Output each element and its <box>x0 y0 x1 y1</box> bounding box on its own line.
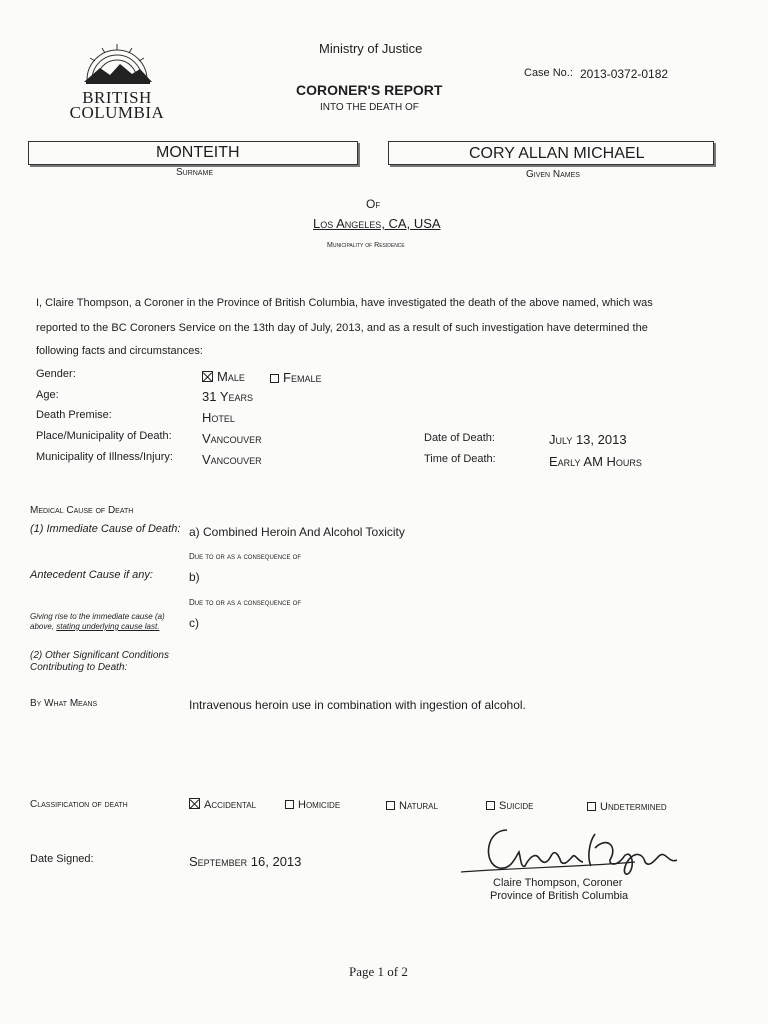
ministry-name: Ministry of Justice <box>319 41 423 56</box>
due-to-label-1: Due to or as a consequence of <box>189 552 302 561</box>
place-value: Vancouver <box>202 431 262 446</box>
giving-rise-line-2 <box>30 622 165 632</box>
bc-sunset-mountain-icon <box>62 40 172 86</box>
medical-cause-label: Medical Cause of Death <box>30 505 134 516</box>
giving-rise-line-2b: stating underlying cause last. <box>56 622 160 631</box>
accidental-label: Accidental <box>204 799 257 811</box>
means-value: Intravenous heroin use in combination with ingestion of alcohol. <box>189 698 526 712</box>
coroner-province: Province of British Columbia <box>490 890 629 902</box>
bc-logo <box>62 40 172 125</box>
immediate-cause-value: a) Combined Heroin And Alcohol Toxicity <box>189 525 405 539</box>
statement-line-1: I, Claire Thompson, a Coroner in the Province of British Columbia, have investigated the death of the above named, which was <box>36 297 653 309</box>
male-label: Male <box>217 369 245 384</box>
natural-checkbox[interactable] <box>386 801 395 810</box>
giving-rise-line-1: Giving rise to the immediate cause (a) <box>30 612 165 621</box>
logo-line-columbia: COLUMBIA <box>69 103 165 122</box>
gender-male <box>202 369 245 384</box>
accidental-checkbox[interactable] <box>189 798 200 809</box>
classification-homicide <box>285 799 340 811</box>
antecedent-cause-label: Antecedent Cause if any: <box>30 569 153 581</box>
date-signed-value: September 16, 2013 <box>189 854 302 869</box>
undetermined-checkbox[interactable] <box>587 802 596 811</box>
homicide-checkbox[interactable] <box>285 800 294 809</box>
residence-label: Municipality of Residence <box>327 242 405 249</box>
classification-undetermined <box>587 801 667 813</box>
time-of-death-value: Early AM Hours <box>549 454 642 469</box>
of-label: Of <box>366 197 381 211</box>
place-label: Place/Municipality of Death: <box>36 430 172 442</box>
female-checkbox[interactable] <box>270 374 279 383</box>
other-conditions-line-2: Contributing to Death: <box>30 662 128 673</box>
illness-label: Municipality of Illness/Injury: <box>36 451 173 463</box>
age-label: Age: <box>36 389 59 401</box>
immediate-cause-label: (1) Immediate Cause of Death: <box>30 523 181 535</box>
date-of-death-value: July 13, 2013 <box>549 432 627 447</box>
suicide-label: Suicide <box>499 800 534 812</box>
date-signed-label: Date Signed: <box>30 853 94 865</box>
homicide-label: Homicide <box>298 799 341 811</box>
means-label: By What Means <box>30 698 98 709</box>
coroner-name: Claire Thompson, Coroner <box>493 877 623 889</box>
case-number: 2013-0372-0182 <box>580 67 669 81</box>
gender-label: Gender: <box>36 368 76 380</box>
report-title: CORONER'S REPORT <box>296 82 443 98</box>
surname-value: MONTEITH <box>156 144 240 161</box>
case-number-label: Case No.: <box>524 67 573 79</box>
surname-box <box>28 141 358 165</box>
premise-value: Hotel <box>202 410 235 425</box>
gender-female <box>270 370 321 385</box>
given-names-box <box>388 141 714 165</box>
statement-line-2: reported to the BC Coroners Service on the 13th day of July, 2013, and as a result of such investigation have determined the <box>36 322 648 334</box>
male-checkbox[interactable] <box>202 371 213 382</box>
underlying-cause-value: c) <box>189 616 199 630</box>
other-conditions-line-1: (2) Other Significant Conditions <box>30 650 169 661</box>
giving-rise-label <box>30 612 165 632</box>
giving-rise-line-2a: above, <box>30 622 57 631</box>
other-conditions-label <box>30 650 169 674</box>
report-subtitle: INTO THE DEATH OF <box>320 102 419 113</box>
page-number: Page 1 of 2 <box>349 964 408 979</box>
time-of-death-label: Time of Death: <box>424 453 496 465</box>
female-label: Female <box>283 370 322 385</box>
age-value: 31 Years <box>202 389 254 404</box>
premise-label: Death Premise: <box>36 409 112 421</box>
suicide-checkbox[interactable] <box>486 801 495 810</box>
given-names-value: CORY ALLAN MICHAEL <box>469 145 645 162</box>
classification-suicide <box>486 800 533 812</box>
residence-value: Los Angeles, CA, USA <box>313 216 441 231</box>
classification-accidental <box>189 798 256 811</box>
given-names-label: Given Names <box>526 169 580 180</box>
classification-label: Classification of death <box>30 799 128 810</box>
undetermined-label: Undetermined <box>600 801 667 813</box>
due-to-label-2: Due to or as a consequence of <box>189 598 302 607</box>
natural-label: Natural <box>399 800 438 812</box>
logo-line-british: BRITISH <box>82 88 152 107</box>
illness-value: Vancouver <box>202 452 262 467</box>
coroner-signature <box>455 818 695 878</box>
antecedent-cause-value: b) <box>189 570 200 584</box>
classification-natural <box>386 800 438 812</box>
date-of-death-label: Date of Death: <box>424 432 495 444</box>
surname-label: Surname <box>176 167 214 178</box>
statement-line-3: following facts and circumstances: <box>36 345 203 357</box>
